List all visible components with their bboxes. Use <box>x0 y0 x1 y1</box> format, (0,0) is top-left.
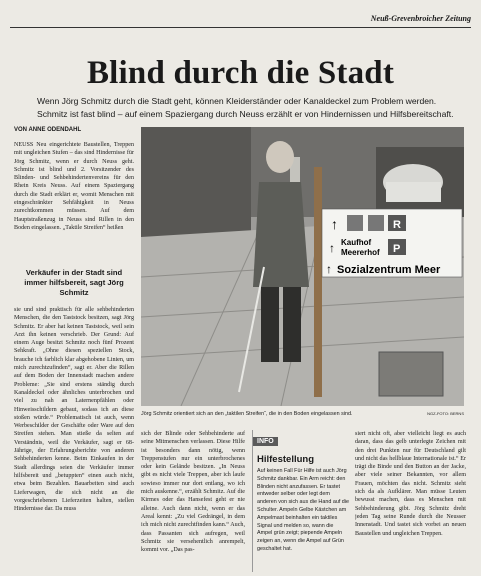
column-1-bottom: sie und sind praktisch für alle sehbehinderten Menschen, die den Taststock besitzen, sagt Jörg Schmitz. Er aber hat keinen Taststock, weil sein Arzt ihn keinen verschrieb. Der Grund: Auf einem Auge besitzt Schmitz noch fünf Prozent Sehkraft. „Ohne diesen speziellen Stock, brauche ich farblich klar abgehobene Linien, um mich zurechtzufinden“, sagt er. Aber die Rillen auf dem Boden der Innenstadt machen andere Probleme: „Sie sind erstens ständig durch Kanaldeckel oder ähnliches unterbrochen und viel zu nah an Laternenpfählen oder Hinweisschildern gebaut, sodass ich an diese stoßen würde.“ Problematisch ist auch, wenn Werbeschilder der Geschäfte oder Ware auf den Streifen stehen. Man stieße da selten auf Verständnis, weil die Verkäufer, sagt er 68-Jährige, der Erfahrungsberichte von anderen Sehbehinderten kenne. Beim Einkaufen in der Stadt allerdings seien die Verkäufer immer hilfsbereit und „betuppten“ einen auch nicht, etwa beim Bezahlen. Bauarbeiten sind auch Lieferwagen, die sich nicht an die vorgeschriebenen Lieferzeiten halten, stellen Hindernisse dar. Da muss <box>14 307 134 513</box>
svg-text:↑: ↑ <box>329 241 335 255</box>
photo-caption: Jörg Schmitz orientiert sich an den „taktilen Streifen“, die in den Boden eingelassen sind. <box>141 411 353 417</box>
column-1-top: NEUSS Neu eingerichtete Baustellen, Treppen mit ungleichen Stufen – das sind Hindernisse für Jörg Schmitz, wenn er durch Neuss geht. Schmitz ist blind und 2. Vorsitzender des Blinden- und Sehbehindertenvereins für den Rhein Kreis Neuss. Auf einem Spaziergang durch die Stadt erklärt er, womit Menschen mit eingeschränkter Sehfähigkeit in Neuss zurechtkommen müssen. Auf dem Hauptstraßenzug in Neuss sind Rillen in den Boden eingelassen. „Taktile Streifen“ heißen <box>14 142 134 231</box>
info-tag: INFO <box>253 437 278 446</box>
pull-quote: Verkäufer in der Stadt sind immer hilfsbereit, sagt Jörg Schmitz <box>24 268 124 297</box>
article-deck: Wenn Jörg Schmitz durch die Stadt geht, können Kleiderständer oder Kanaldeckel zum Problem werden. Schmitz ist fast blind – auf einem Spaziergang durch Neuss erzählt er von Hindernissen und Hilfsbereitschaft. <box>37 96 454 119</box>
photo-credit: NGZ-FOTO: BERNS <box>427 411 464 416</box>
svg-text:P: P <box>393 243 401 255</box>
svg-text:R: R <box>393 219 401 231</box>
column-2: sich der Blinde oder Sehbehinderte auf seine Mitmenschen verlassen. Diese Hilfe ist besonders dann nötig, wenn Treppenstufen nur ein unterbrochenes oder kein Gelände besitzen. „In Neuss gibt es nicht viele Treppen, aber ich laufe sowieso immer nur dort entlang, wo ich mich auskenne.“, erzählt Schmitz. Auf die Kirmes oder das Hansefest geht er nie alleine. Auch dann nicht, wenn er das Areal kennt: „Zu viel Gedrängel, in dem ich mich nicht zurechtfinden kann.“ Auch, dass Passanten sich aufregen, weil Schmitz sie versehentlich anrempelt, kommt vor. „Das pas- <box>141 431 245 554</box>
svg-text:↑: ↑ <box>326 262 332 276</box>
sign-meererhof: Meererhof <box>341 248 380 257</box>
svg-text:↑: ↑ <box>331 216 338 232</box>
byline: VON ANNE ODENDAHL <box>14 127 82 133</box>
column-4: siert nicht oft, aber vielleicht liegt es auch daran, dass das gelb unterlegte Zeichen mit den drei Punkten nur für Deutschland gilt und nicht das hellblaue Internationale ist.“ Er trägt die Binde und den Button an der Jacke, aber viele seiner Bekannten, vor allem Frauen, möchten das nicht. Schmitz sieht sich da als Aufklärer. Man müsse Leuten bewusst machen, dass es Menschen mit Sehbehinderung gibt. Jörg Schmitz dreht jeden Tag seine Runde durch die Neusser Innenstadt. Und tastet sich vorbei an neuen Baustellen und ungleichen Treppen. <box>355 431 466 537</box>
sign-kaufhof: Kaufhof <box>341 238 372 247</box>
street-photo-illustration <box>141 127 464 406</box>
info-box <box>252 430 349 572</box>
sign-sozialzentrum: Sozialzentrum Meer <box>337 264 441 276</box>
masthead-rule <box>10 27 471 28</box>
masthead: Neuß-Grevenbroicher Zeitung <box>370 14 471 23</box>
info-body: Auf keinen Fall Für Hilfe ist auch Jörg Schmitz dankbar. Ein Arm reicht: den Blinden nicht anzufassen. Er tastet entweder selber oder legt dem anderen von sich aus die Hand auf die Schulter. Ampeln Gelbe Kästchen am Ampelmast beinhalten ein taktiles Signal und melden so, wann die Ampel grün zeigt; piepende Ampeln zeigen an, wenn die Ampel auf Grün geschaltet hat. <box>257 468 350 552</box>
info-title: Hilfestellung <box>257 454 315 465</box>
article-photo <box>141 127 464 406</box>
headline: Blind durch die Stadt <box>86 55 395 91</box>
